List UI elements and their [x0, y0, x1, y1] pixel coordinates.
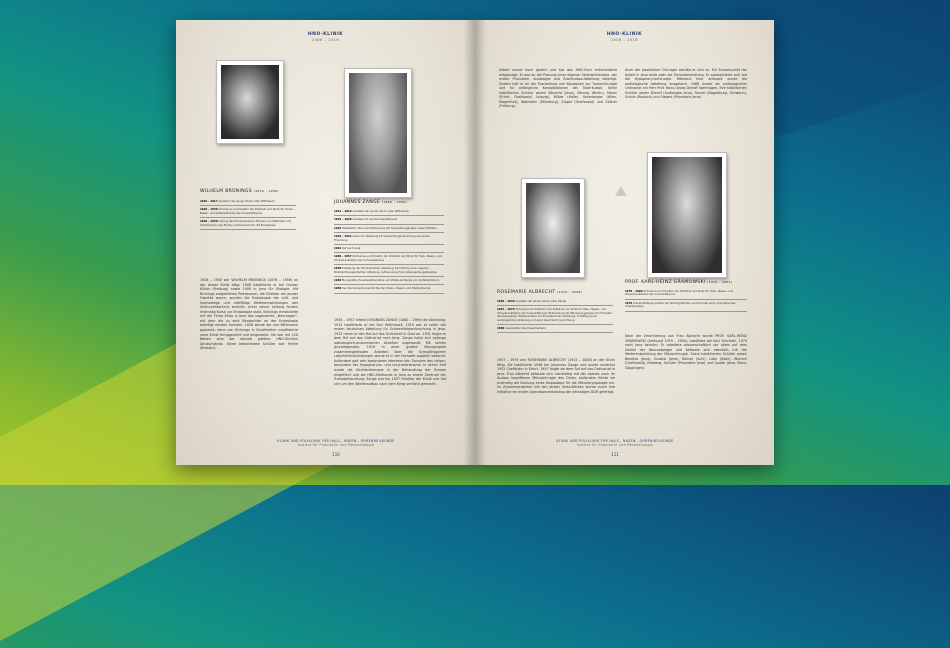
timeline-text: Monografie, Hausmedizinerlehre und Zitate als Studie von Verfallentümern	[341, 279, 440, 283]
text-continued: leitete wurde hoch geehrt und hat das HNO-Fach entscheidend mitgeprägt. Er war an der Planung einer eigenen Strahlentherapie, der ersten Phoniatrie, Audiologie und Tuberkulose-Abteilung beteiligt. Zudem half er an der Erarbeitung von Konzepten zur Tumorchirurgie und für anfängliche Komplikationen der Tuberkulose. Seine habilitierten Schüler waren Albrecht (Jena), Mennig (Berlin), Moser (Erfurt, Greifswald, Leipzig), Müller (Halle), Unterberger (Wien, Klagenfurt), Wahlstein (Würzburg), Zippel (Greifswald) und Zöllner (Freiburg).	[499, 68, 617, 109]
timeline-year: 1979	[625, 301, 633, 305]
right-header-years: 2006 – 2016	[610, 38, 639, 42]
timeline-year: 1950	[334, 287, 342, 291]
timeline-row	[334, 277, 444, 285]
timeline-bruenings	[200, 198, 296, 230]
timeline-year: 1911 – 1919	[334, 210, 352, 213]
page-corner-decor	[615, 186, 627, 196]
right-page-header	[475, 32, 774, 42]
timeline-text: Assistent der Jenaer Klinik unter Wittmaack	[351, 210, 409, 213]
timeline-year: 1957 – 1979	[497, 308, 515, 312]
left-header-years: 2006 – 2016	[311, 38, 340, 42]
portrait-zange	[349, 73, 407, 193]
photo-zange	[344, 68, 412, 198]
timeline-year: 1919 – 1922	[334, 235, 352, 239]
timeline-year: 1916	[334, 226, 342, 230]
photo-bruenings	[216, 60, 284, 144]
left-page	[176, 20, 475, 465]
caption-zange: JOHANNES ZANGE (1880 – 1969)	[334, 200, 407, 205]
timeline-year: 1940 – 1949	[497, 300, 515, 303]
timeline-text: Assistent der Jenaer Klinik unter Wittmaack	[217, 200, 275, 203]
left-page-header	[176, 32, 475, 42]
caption-albrecht: ROSEMARIE ALBRECHT (1915 – 2008)	[497, 290, 583, 295]
timeline-row	[334, 216, 444, 224]
timeline-row	[334, 233, 444, 245]
timeline-row	[334, 285, 444, 293]
left-header-clinic: HNO-KLINIK	[307, 32, 344, 37]
timeline-row	[334, 253, 444, 265]
text-gramowski: Nach der Emeritierung von Frau Albrecht wurde PROF. KARL-HEINZ GRAMOWSKI (Amtszeit 1979 – 1990), habilitiert bei Kurt Schröder, 1979 nach Jena berufen. Er arbeitete wissenschaftlich vor allem auf dem Gebiet der Neurootologie und befasste sich ebenfalls mit der Weiterentwicklung der Mikrochirurgie. Seine habilitierten Schüler waren Beleites (Jena), Gudziol (Jena), Kühnel (Suhl), Lübe (Halle), Wünsch (Greifswald), Rohberg, Schüler (Phoniatrie Jena) und Quade (Jena, Bonn, Göppingen).	[625, 334, 747, 370]
timeline-text: Ordinarius und Direktor der Poliklinik und Klinik für Hals-, Nasen- und Ohrenkrankheiten der Universität Jena	[625, 290, 734, 297]
timeline-row	[497, 298, 613, 306]
left-page-number: 110	[332, 452, 340, 457]
open-brochure	[176, 20, 774, 465]
photo-albrecht	[521, 178, 585, 278]
timeline-text: Der ökumenische Geschichte der Ohren-, Nasen- und Halsheilkunde	[341, 287, 431, 291]
timeline-text: Leiter der Abteilung für Schwerhörigenforschung der Jenaer Forschung	[334, 235, 430, 242]
text-bruenings: 1926 – 1930 war WILHELM BRÜNINGS (1876 – 1958) an der Jenaer Klinik tätig. 1908 habilitierte er bei Gustav Killian (Freiburg) sowie 1909 in Jena für Otologie. Mit Brünings aufgeklärten Professoren, die Direktor der Jenaer Fakultät waren, wurden die Endoskopie der Luft- und Speisewege und vielfältige Weiterentwicklungen des Instrumentariums erreicht. Unter seiner Leitung fanden erstmalig Kurse zur Endoskopie statt. Brünings entwickelte mit der Firma Zeiss in Jena das sogenannte „Neuraagor“, mit dem die zu acht Beobachter an der Endoskopie beteiligt werden konnten. 1928 wurde die von Wittmaack geplante, dann von Brünings in Einzelheiten modifizierte neue Klinik fertiggestellt und eingeweiht. Sie war mit 120 Betten eine der damals größten HNO-Kliniken Deutschlands. Seine bekannteste Schüler war Fehrle (Breslau).	[200, 278, 298, 351]
timeline-year: 1966	[497, 327, 505, 331]
right-header-clinic: HNO-KLINIK	[606, 32, 643, 37]
right-footer: KLINIK UND POLIKLINIK FÜR HALS-, NASEN-, OHRENHEILKUNDE Institut für Phoniatrie und Pädaudiologie	[556, 439, 674, 447]
timeline-text: Ordinaria und Direktorin der Poliklinik und Klinik für Hals-, Nasen- und Ohrenkrankheiten der Universität Jena, Entwicklung der Mikrolaryngologie durch Einsatz des Kolposkops, Wiederaufbau der Phoniatrischen Abteilung, Schaffung einer audiologischen Abteilung und einer Geschlecht Ausrichtung	[497, 308, 612, 322]
timeline-year: 1926 – 1930	[200, 220, 218, 224]
timeline-year: 1919 – 1920	[334, 218, 352, 222]
timeline-year: 1930 – 1957	[334, 255, 352, 259]
timeline-row	[334, 265, 444, 277]
timeline-year: 1922	[334, 247, 342, 251]
timeline-row	[334, 208, 444, 216]
timeline-text: Erstellung der Phoniatrischen Abteilung, Einrichtung einer eigenen Strahlentherapeutischen Abteilung, Aufbau eines Tumorüberwachungsdienstes	[334, 267, 437, 274]
timeline-year: 1979 – 1990	[625, 290, 643, 293]
portrait-bruenings	[221, 65, 279, 139]
timeline-text: Ruf nach Graz	[341, 247, 361, 251]
timeline-row	[334, 225, 444, 233]
timeline-row	[200, 218, 296, 230]
timeline-row	[497, 306, 613, 325]
timeline-text: Assistent im Garnisonlazarett Jena	[351, 218, 397, 222]
timeline-year: 1940	[334, 279, 342, 283]
text-zange: 1930 – 1957 leitete JOHANNES ZANGE (1880 – 1969) die Abteilung. 1913 habilitierte er bei Karl Wittmaack. 1919 war er Leiter der ersten deutschen Abteilung für Schwerhörigenforschung in Jena. 1922 nahm er den Ruf auf das Ordinariat in Graz an. 1931 folgte er dem Ruf auf das Ordinariat nach Jena. Zange hatte sich anfangs pathologisch-anatomischen Arbeiten zugewandt. Mit seinen grundlegenden, 1919 in einer großen Monographie zusammengefassten Arbeiten über die Sympathogenen Labyrinthentzündungen wurde er in der Fachwelt sogleich bekannt. Außerdem galt sein besonderes Interesse den Tumoren des Halses, besonders der Hypopharynx- und Larynxkarzinome. In seiner Zeit wurde die Strahlentherapie in der Behandlung der Tumore eingeführt und die HNO-Heilkunde in Jena zu einem Zentrum der Tumorbehandlung. Zange war bis 1957 Direktor der Klinik und hat sich um den Wiederaufbau nach dem Krieg verdient gemacht.	[334, 318, 446, 386]
timeline-text: Geschwister des Rosenheimers	[504, 327, 546, 331]
timeline-row	[334, 245, 444, 253]
photo-gramowski	[647, 152, 727, 278]
portrait-albrecht	[526, 183, 580, 273]
timeline-text: Leitung des Klinikneubaues, Erfinder von Methoden und Instrumenten des Faches, Autorenkreis für die Endoskopie	[200, 220, 292, 227]
timeline-row	[625, 288, 747, 300]
timeline-text: Habilitation über die Entzündung der Sympatikusganglien Labyrinthfistel	[341, 226, 437, 230]
caption-bruenings: WILHELM BRÜNINGS (1876 – 1958)	[200, 189, 279, 194]
timeline-text: Krankheitsfolge Schüler der Stimmgutachter und Gründer einer phoniatrischen Arbeitsgruppe	[625, 301, 736, 309]
timeline-gramowski	[625, 288, 747, 312]
timeline-albrecht	[497, 298, 613, 333]
left-footer: KLINIK UND POLIKLINIK FÜR HALS-, NASEN-, OHRENHEILKUNDE Institut für Phoniatrie und Pädaudiologie	[277, 439, 395, 447]
portrait-gramowski	[652, 157, 722, 273]
caption-gramowski: PROF. KARL-HEINZ GRAMOWSKI (1926 – 2003)	[625, 280, 733, 285]
timeline-text: Ordinarius und Direktor der Poliklinik und Klinik für Ohren-, Nasen- und Kehlkopfkranke der Universität Jena	[200, 208, 295, 215]
text-albrecht: 1957 – 1979 war ROSEMARIE ALBRECHT (1915 – 2008) an der Klinik tätig. Sie habilitierte 1946 bei Johannes Zange und wurde zunächst 1952 Chefärztin in Erfurt. 1957 folgte sie dem Ruf auf das Ordinariat in Jena. Frau Albrecht befasste sich nachhaltig mit der damals noch im Ausbau begriffenen Mikrochirurgie des Ohres. Außerdem führte sie erstmalig die Nutzung eines Kolposkops für die Mikrolaryngologie ein. Im Zusammenwirken mit den Jenaer Zeiss-Werken wurde durch ihre Initiative ein erstes Operationsmikroskop der damaligen DDR gefertigt.	[497, 358, 615, 394]
book-gutter	[464, 20, 486, 465]
right-page-number: 111	[611, 452, 619, 457]
timeline-year: 1926 – 1930	[200, 208, 218, 212]
timeline-row	[497, 325, 613, 333]
timeline-row	[200, 198, 296, 206]
timeline-year: 1938	[334, 267, 342, 271]
timeline-text: Assistent der Jenaer Klinik unter Zange	[514, 300, 567, 303]
right-page	[475, 20, 774, 465]
timeline-year: 1916 – 1917	[200, 200, 218, 203]
timeline-row	[625, 300, 747, 312]
timeline-row	[200, 206, 296, 218]
timeline-text: Ordinarius und Direktor der Poliklinik und Klinik für Hals-, Nasen- und Ohrenkrankheiten der Universität Jena	[334, 255, 443, 262]
text-plastic-surgery: Auch der plastischen Chirurgie wandte er sich zu. Ein Schwerpunkt der Arbeit in Jena blieb aber die Tumorbehandlung. Er spezialisierte sich auf die Hypopharynxchirurgie. Während ihrer Amtszeit wurde die audiologische Abteilung ausgebaut. 1968 wurde als audiologischer Ordinariat ein Herr Prof. Hans-Georg Dieroff übertragen. Ihre habilitierten Schüler waren Dieroff (Audiologie Jena), Fendel (Magdeburg, Schwerin), Schulz (Rostock) und Siegert (Phoniatrie Jena).	[625, 68, 747, 100]
timeline-zange	[334, 208, 444, 294]
